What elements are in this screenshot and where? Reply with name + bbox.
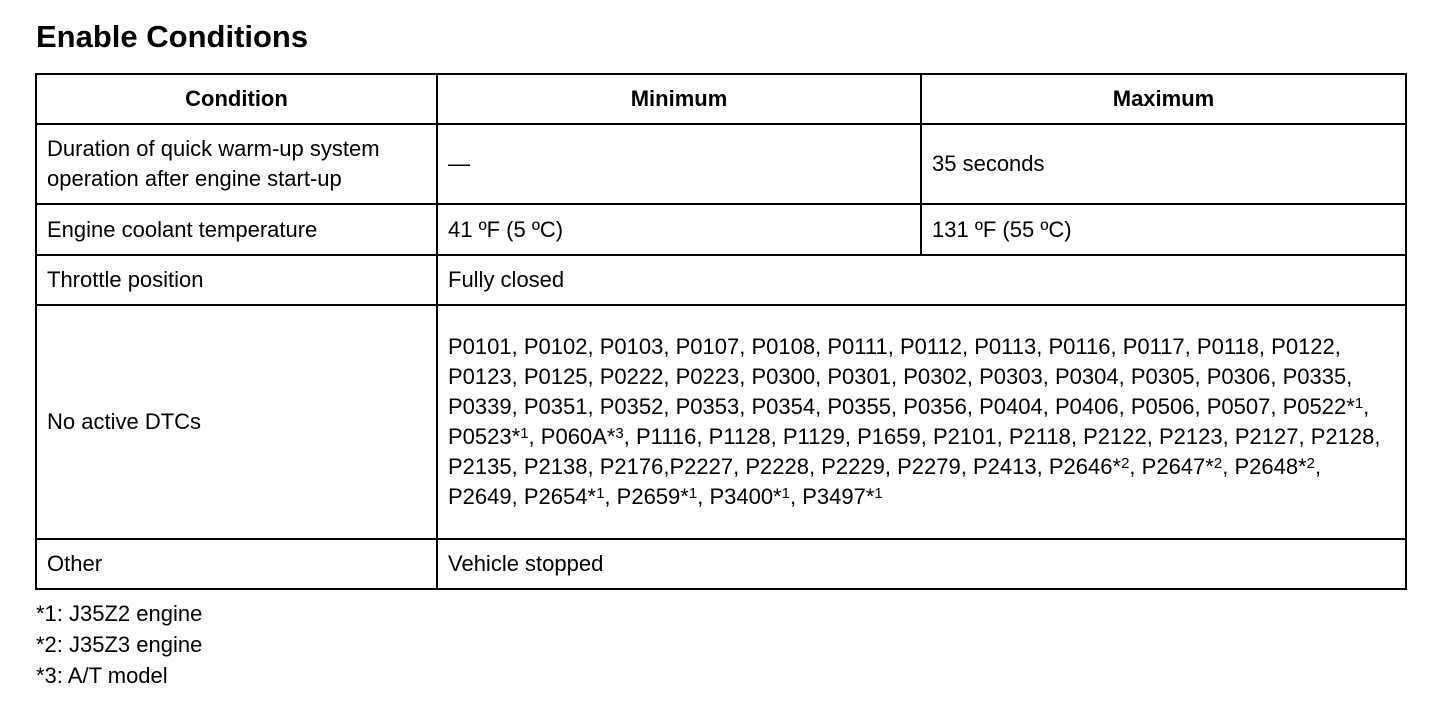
dtc-code: P0406, (1055, 394, 1125, 419)
dtc-code: P0355, (827, 394, 898, 419)
dtc-code: P0117, (1122, 334, 1191, 359)
dtc-code: P0303, (979, 364, 1049, 389)
header-maximum: Maximum (921, 74, 1406, 124)
dtc-code: P0223, (675, 364, 746, 389)
dtc-code: P0107, (675, 334, 746, 359)
value-cell: Vehicle stopped (437, 539, 1406, 589)
dtc-code: P2646*$^2$, (1048, 454, 1136, 479)
table-header-row (36, 74, 1406, 124)
value-cell: Fully closed (437, 255, 1406, 305)
dtc-code: P2118, (1008, 424, 1077, 449)
dtc-code: P2127, (1234, 424, 1305, 449)
dtc-code: P0356, (903, 394, 973, 419)
dtc-code: P0523*$^1$, (448, 424, 535, 449)
dtc-code: P0116, (1048, 334, 1117, 359)
footnote-marker: 1 (874, 485, 883, 502)
dtc-code: P0339, (448, 394, 518, 419)
header-minimum: Minimum (437, 74, 921, 124)
dtc-code: P0108, (751, 334, 822, 359)
dtc-code: P0118, (1196, 334, 1266, 359)
footnote-marker: 1 (520, 425, 529, 442)
footnote-marker: 1 (688, 485, 698, 502)
dtc-code: P0101, (448, 334, 518, 359)
dtc-code: P0404, (979, 394, 1049, 419)
table-row (36, 204, 1406, 255)
footnote: *2: J35Z3 engine (36, 632, 203, 657)
dtc-code: P1116, (636, 424, 703, 449)
minimum-cell: 41 ºF (5 ºC) (437, 204, 921, 255)
dtc-code: P0103, (599, 334, 670, 359)
condition-cell: Other (36, 539, 437, 589)
dtc-code: P0306, (1206, 364, 1277, 389)
dtc-code: P2228, (745, 454, 816, 479)
header-condition: Condition (36, 74, 437, 124)
condition-cell: Duration of quick warm-up system operation after engine start-up (36, 124, 437, 204)
dtc-code: P0111, (827, 334, 894, 359)
dtc-code: P0522*$^1$, (1282, 394, 1370, 419)
dtc-code: P2649, (448, 484, 518, 509)
dtc-code: P0352, (599, 394, 670, 419)
dtc-code: P2279, (897, 454, 967, 479)
footnote-marker: 2 (1121, 455, 1130, 472)
dtc-code: P0300, (751, 364, 822, 389)
table-row (36, 539, 1406, 589)
dtc-code: P0302, (903, 364, 973, 389)
footnote: *3: A/T model (36, 663, 168, 688)
dtc-code: P0507, (1206, 394, 1277, 419)
dtc-code-list (448, 332, 1395, 512)
dtc-code: P0353, (675, 394, 746, 419)
condition-cell: No active DTCs (36, 305, 437, 539)
dtc-code: P0301, (827, 364, 898, 389)
minimum-cell: — (437, 124, 921, 204)
condition-cell: Throttle position (36, 255, 437, 305)
dtc-code: P3400*$^1$, (709, 484, 797, 509)
maximum-cell: 131 ºF (55 ºC) (921, 204, 1406, 255)
dtc-code: P0354, (751, 394, 822, 419)
dtc-code: P0506, (1130, 394, 1201, 419)
dtc-code: P2659*$^1$, (616, 484, 704, 509)
footnote-marker: 2 (1306, 455, 1315, 472)
enable-conditions-table (35, 73, 1407, 590)
table-row (36, 124, 1406, 204)
footnote: *1: J35Z2 engine (36, 601, 203, 626)
dtc-code: P2648*$^2$, (1234, 454, 1322, 479)
dtc-code: P2176, (599, 454, 670, 479)
dtc-code: P2123, (1158, 424, 1229, 449)
footnote-marker: 1 (781, 485, 790, 502)
dtc-code: P1659, (857, 424, 927, 449)
dtc-code: P0123, (448, 364, 518, 389)
footnotes (36, 598, 202, 691)
table-row (36, 255, 1406, 305)
dtc-code: P2138, (523, 454, 594, 479)
dtc-code: P1129, (782, 424, 851, 449)
table-row (36, 305, 1406, 539)
dtc-code: P2229, (821, 454, 891, 479)
page-title: Enable Conditions (36, 19, 309, 54)
dtc-code: P0102, (523, 334, 594, 359)
dtc-code: P2122, (1083, 424, 1153, 449)
maximum-cell: 35 seconds (921, 124, 1406, 204)
dtc-code: P2654*$^1$, (523, 484, 611, 509)
dtc-code: P1128, (708, 424, 777, 449)
dtc-code: P0304, (1055, 364, 1125, 389)
dtc-code: P2135, (448, 454, 518, 479)
dtc-code: P0125, (523, 364, 594, 389)
dtc-code: P0122, (1271, 334, 1341, 359)
dtc-code: P0222, (599, 364, 670, 389)
dtc-code: P2413, (973, 454, 1043, 479)
dtc-code: P3497*$^1$ (802, 484, 883, 509)
dtc-code: P0305, (1130, 364, 1201, 389)
dtc-code: P2101, (932, 424, 1003, 449)
condition-cell: Engine coolant temperature (36, 204, 437, 255)
dtc-code: P0112, (899, 334, 969, 359)
dtc-code: P2227, (669, 454, 740, 479)
footnote-marker: 2 (1213, 455, 1223, 472)
dtc-code: P2128, (1310, 424, 1381, 449)
dtc-list-cell (437, 305, 1406, 539)
dtc-code: P2647*$^2$, (1141, 454, 1229, 479)
dtc-code: P0113, (974, 334, 1043, 359)
dtc-code: P0351, (523, 394, 594, 419)
footnote-marker: 1 (596, 485, 605, 502)
dtc-code: P0335, (1282, 364, 1353, 389)
dtc-code: P060A*$^3$, (540, 424, 630, 449)
footnote-marker: 1 (1354, 395, 1364, 412)
footnote-marker: 3 (615, 425, 624, 442)
